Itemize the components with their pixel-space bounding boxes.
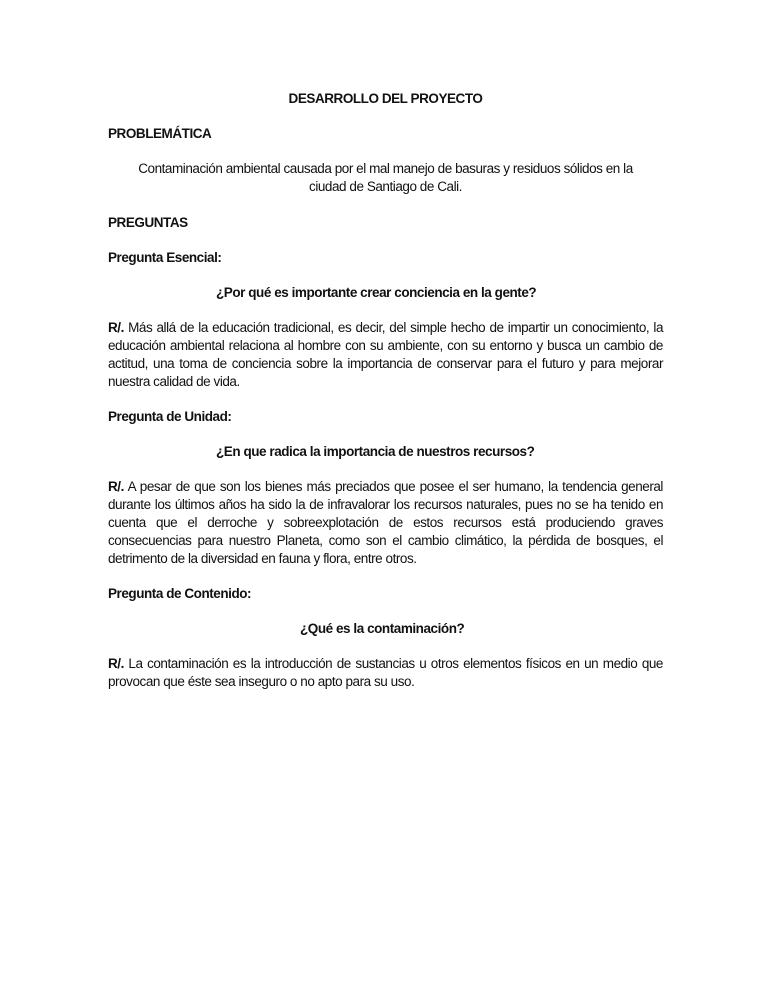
- content-answer: [108, 655, 663, 691]
- document-title: DESARROLLO DEL PROYECTO: [288, 91, 483, 106]
- document-page: [108, 90, 663, 708]
- essential-answer-text: Más allá de la educación tradicional, es decir, del simple hecho de impartir un conocimiento, la educación ambiental relaciona al hombre con su ambiente, con su entorno y busca un cambio de actitud, una toma de conciencia sobre la importancia de conservar para el futuro y para mejorar nuestra calidad de vida.: [108, 320, 663, 389]
- answer-prefix: R/.: [108, 479, 124, 494]
- answer-prefix: R/.: [108, 656, 124, 671]
- unit-answer: [108, 478, 663, 568]
- unit-question: ¿En que radica la importancia de nuestros recursos?: [216, 444, 535, 459]
- problem-heading: PROBLEMÁTICA: [108, 126, 212, 141]
- questions-heading: PREGUNTAS: [108, 215, 188, 230]
- content-question-label: Pregunta de Contenido:: [108, 586, 252, 601]
- answer-prefix: R/.: [108, 320, 124, 335]
- content-answer-text: La contaminación es la introducción de sustancias u otros elementos físicos en un medio que provocan que éste sea inseguro o no apto para su uso.: [108, 656, 663, 689]
- essential-answer: [108, 319, 663, 391]
- essential-question: ¿Por qué es importante crear conciencia en la gente?: [216, 285, 537, 300]
- unit-question-label: Pregunta de Unidad:: [108, 409, 232, 424]
- problem-text: Contaminación ambiental causada por el mal manejo de basuras y residuos sólidos en la ciudad de Santiago de Cali.: [138, 161, 633, 194]
- essential-question-label: Pregunta Esencial:: [108, 250, 222, 265]
- unit-answer-text: A pesar de que son los bienes más preciados que posee el ser humano, la tendencia general durante los últimos años ha sido la de infravalorar los recursos naturales, pues no se ha tenido en cuenta que el derroche y sobreexplotación de estos recursos está produciendo graves consecuencias para nuestro Planeta, como son el cambio climático, la pérdida de bosques, el detrimento de la diversidad en fauna y flora, entre otros.: [108, 479, 663, 566]
- content-question: ¿Qué es la contaminación?: [300, 621, 465, 636]
